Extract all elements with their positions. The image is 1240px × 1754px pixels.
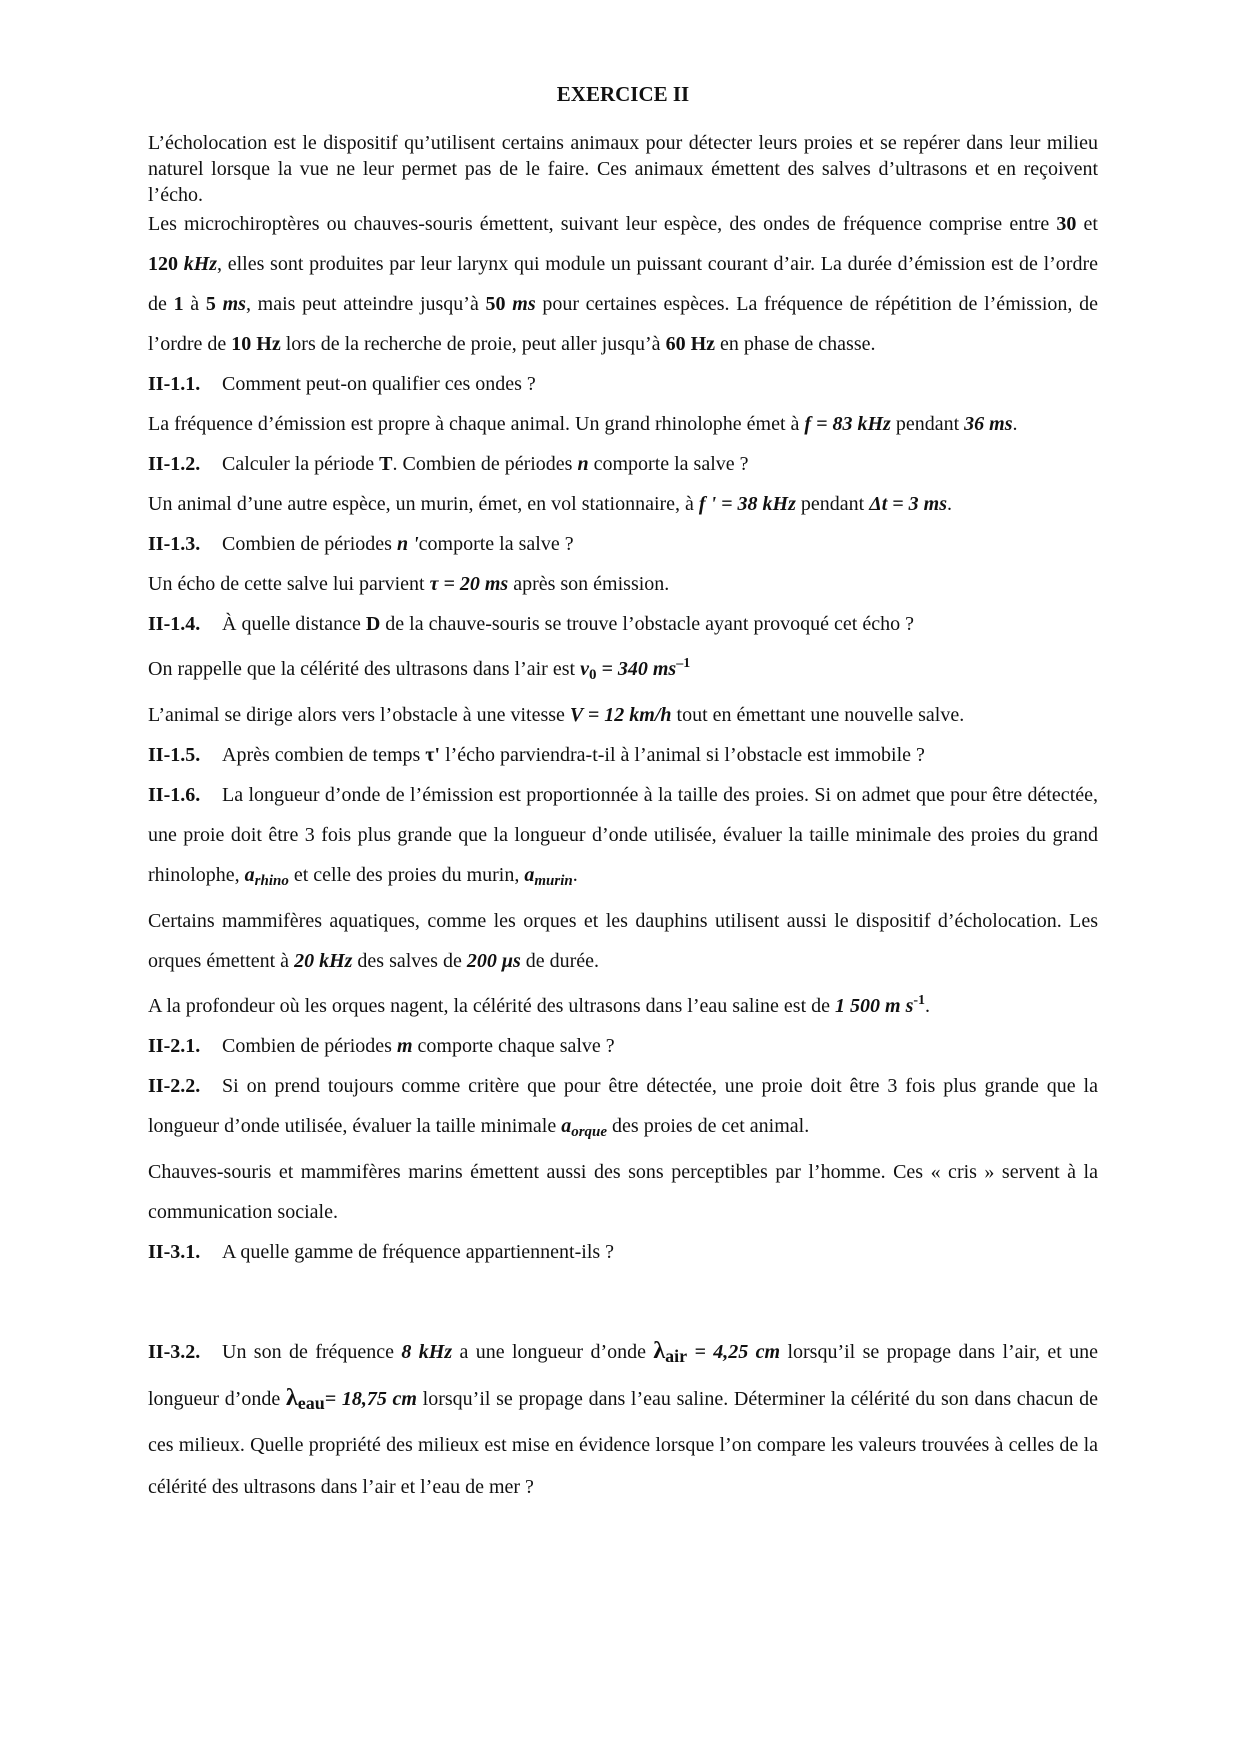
question-II-1-3: II-1.3. Combien de périodes n 'comporte la salve ? — [148, 524, 1098, 564]
question-II-1-2: II-1.2. Calculer la période T. Combien de périodes n comporte la salve ? — [148, 444, 1098, 484]
question-number: II-1.1. — [148, 373, 201, 395]
orques-paragraph: Certains mammifères aquatiques, comme les orques et les dauphins utilisent aussi le dispositif d’écholocation. Les orques émettent à 20 kHz des salves de 200 μs de durée. — [148, 910, 1098, 972]
question-II-1-4: II-1.4. À quelle distance D de la chauve-souris se trouve l’obstacle ayant provoqué cet écho ? — [148, 604, 1098, 644]
celerity-air-paragraph: On rappelle que la célérité des ultrasons dans l’air est $v_0 = 340$ $ms^{-1}$ — [148, 656, 691, 683]
question-number: II-1.3. — [148, 533, 201, 555]
question-number: II-2.1. — [148, 1035, 201, 1057]
question-number: II-3.2. — [148, 1341, 201, 1363]
question-II-3-2: II-3.2. Un son de fréquence 8 kHz a une longueur d’onde λair = 4,25 cm lorsqu’il se propage dans l’air, et une longueur d’onde λeau= 18,75 cm lorsqu’il se propage dans l’eau saline. Déterminer la célérité du son dans chacun de ces milieux. Quelle propriété des milieux est mise en évidence lorsque l’on compare les valeurs trouvées à celles de la célérité des ultrasons dans l’air et l’eau de mer ? — [148, 1330, 1098, 1508]
question-number: II-1.6. — [148, 784, 201, 806]
question-number: II-1.2. — [148, 453, 201, 475]
question-number: II-1.4. — [148, 613, 201, 635]
question-number: II-2.2. — [148, 1075, 201, 1097]
question-number: II-3.1. — [148, 1241, 201, 1263]
question-II-1-6: II-1.6. La longueur d’onde de l’émission est proportionnée à la taille des proies. Si on admet que pour être détectée, une proie doit être 3 fois plus grande que la longueur d’onde utilisée, évaluer la taille minimale des proies du grand rhinolophe, $a_{rhino}$ et celle des proies du murin, $a_{murin}$. — [148, 775, 1098, 901]
document-page — [148, 82, 1098, 1508]
echo-paragraph: Un écho de cette salve lui parvient τ = 20 ms après son émission. — [148, 573, 670, 595]
murin-paragraph: Un animal d’une autre espèce, un murin, émet, en vol stationnaire, à f ' = 38 kHz pendant Δt = 3 ms. — [148, 493, 953, 515]
question-II-2-1: II-2.1. Combien de périodes m comporte chaque salve ? — [148, 1026, 1098, 1066]
cris-paragraph: Chauves-souris et mammifères marins émettent aussi des sons perceptibles par l’homme. Ces « cris » servent à la communication sociale. — [148, 1161, 1098, 1223]
exercise-title: EXERCICE II — [556, 82, 690, 106]
vertical-gap — [148, 1272, 1098, 1330]
bats-paragraph: Les microchiroptères ou chauves-souris émettent, suivant leur espèce, des ondes de fréquence comprise entre 30 et 120 kHz, elles sont produites par leur larynx qui module un puissant courant d’air. La durée d’émission est de l’ordre de 1 à 5 ms, mais peut atteindre jusqu’à 50 ms pour certaines espèces. La fréquence de répétition de l’émission, de l’ordre de 10 Hz lors de la recherche de proie, peut aller jusqu’à 60 Hz en phase de chasse. — [148, 213, 1099, 355]
celerity-water-paragraph: A la profondeur où les orques nagent, la célérité des ultrasons dans l’eau saline est de 1 500 m $s^{-1}$. — [148, 993, 931, 1017]
question-number: II-1.5. — [148, 744, 201, 766]
rhinolophe-paragraph: La fréquence d’émission est propre à chaque animal. Un grand rhinolophe émet à f = 83 kHz pendant 36 ms. — [148, 413, 1018, 435]
question-II-2-2: II-2.2. Si on prend toujours comme critère que pour être détectée, une proie doit être 3 fois plus grande que la longueur d’onde utilisée, évaluer la taille minimale $a_{orque}$ des proies de cet animal. — [148, 1066, 1098, 1152]
question-II-1-5: II-1.5. Après combien de temps τ' l’écho parviendra-t-il à l’animal si l’obstacle est immobile ? — [148, 735, 1098, 775]
speed-paragraph: L’animal se dirige alors vers l’obstacle à une vitesse V = 12 km/h tout en émettant une nouvelle salve. — [148, 704, 965, 726]
question-II-1-1: II-1.1. Comment peut-on qualifier ces ondes ? — [148, 364, 1098, 404]
question-II-3-1: II-3.1. A quelle gamme de fréquence appartiennent-ils ? — [148, 1232, 1098, 1272]
intro-paragraph: L’écholocation est le dispositif qu’utilisent certains animaux pour détecter leurs proies et se repérer dans leur milieu naturel lorsque la vue ne leur permet pas de le faire. Ces animaux émettent des salves d’ultrasons et en reçoivent l’écho. — [148, 132, 1098, 206]
